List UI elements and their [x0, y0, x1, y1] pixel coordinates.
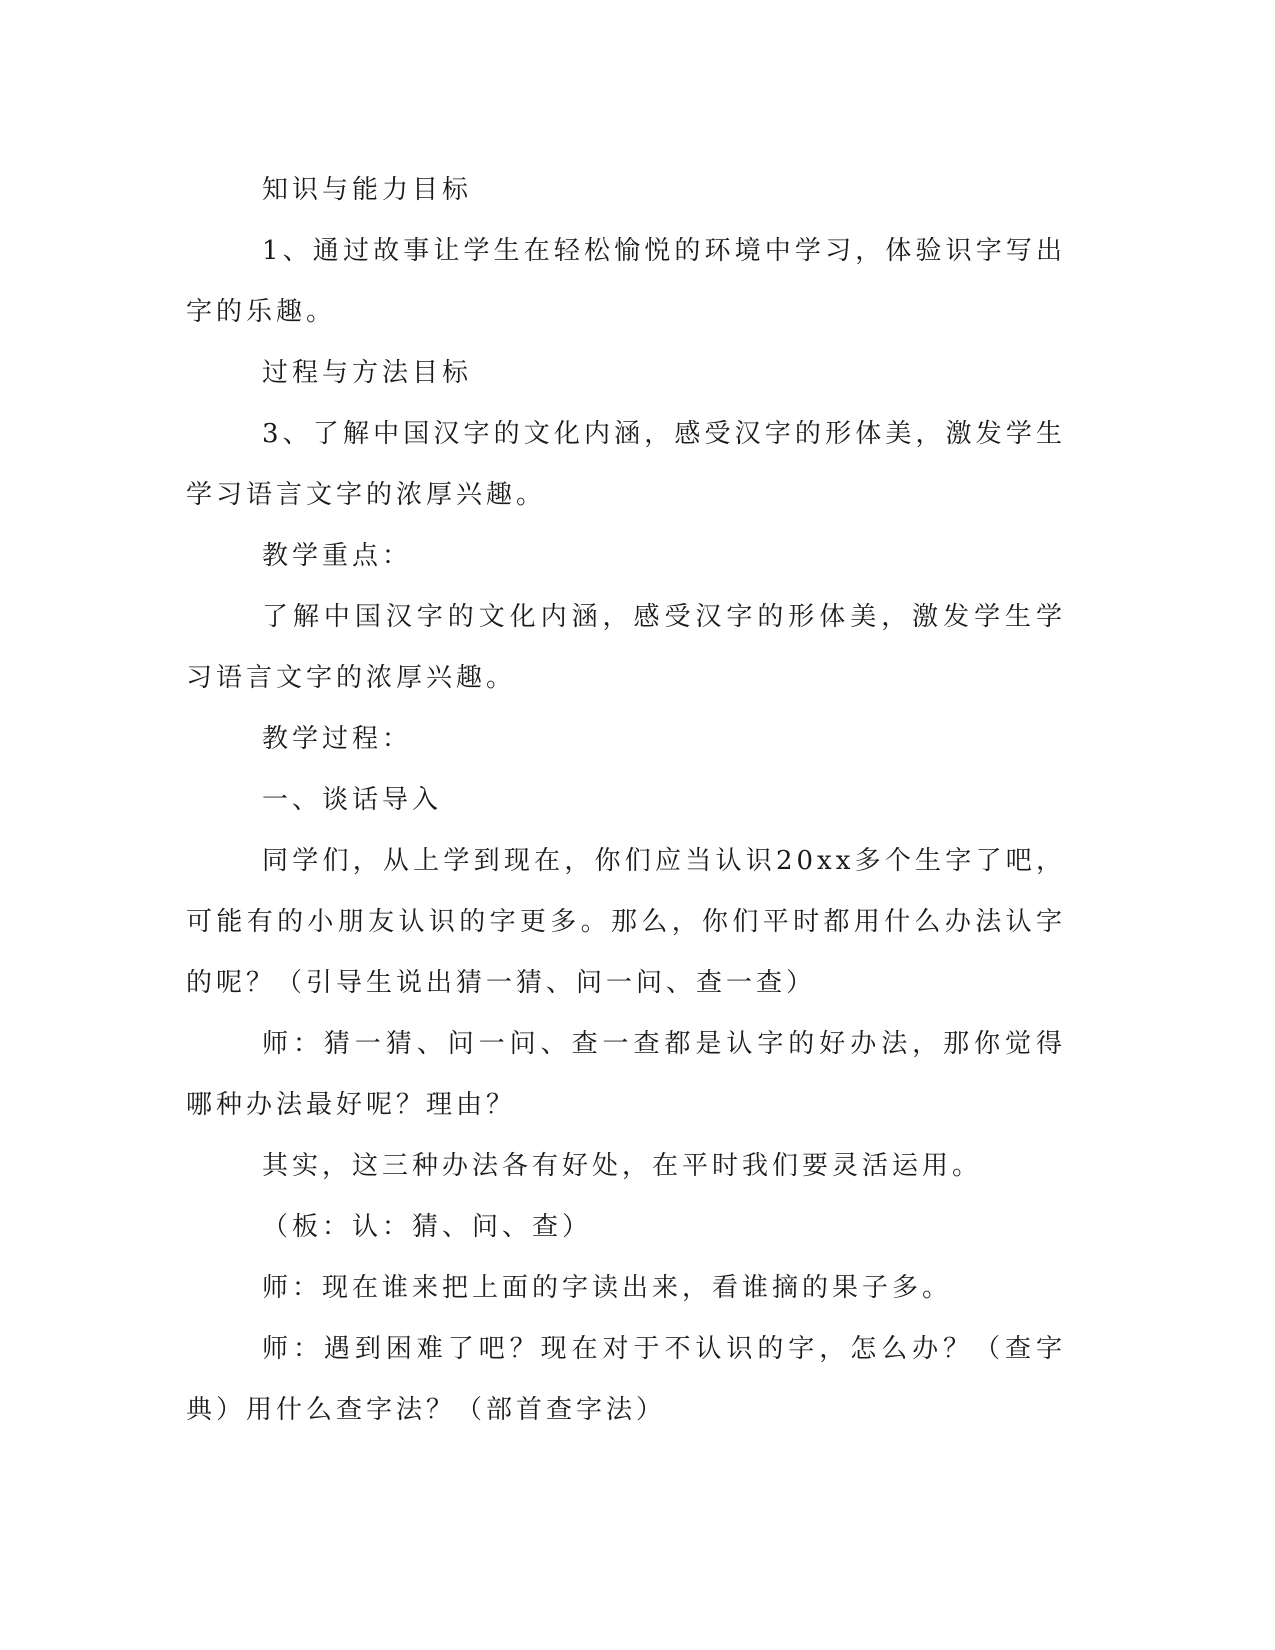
paragraph-teacher-dictionary: 师：遇到困难了吧？现在对于不认识的字，怎么办？（查字典）用什么查字法？（部首查字法） — [186, 1334, 1066, 1425]
paragraph-key-points: 了解中国汉字的文化内涵，感受汉字的形体美，激发学生学习语言文字的浓厚兴趣。 — [186, 602, 1066, 693]
paragraph-teacher-read: 师：现在谁来把上面的字读出来，看谁摘的果子多。 — [262, 1273, 953, 1303]
document-body — [186, 160, 1066, 1441]
paragraph-teacher-methods: 师：猜一猜、问一问、查一查都是认字的好办法，那你觉得哪种办法最好呢？理由？ — [186, 1029, 1066, 1120]
section-heading-teaching-process: 教学过程： — [262, 724, 413, 754]
paragraph-goal-3: 3、了解中国汉字的文化内涵，感受汉字的形体美，激发学生学习语言文字的浓厚兴趣。 — [186, 419, 1066, 510]
paragraph-intro-question: 同学们，从上学到现在，你们应当认识20xx多个生字了吧，可能有的小朋友认识的字更多。那么，你们平时都用什么办法认字的呢？（引导生说出猜一猜、问一问、查一查） — [186, 846, 1066, 998]
section-heading-knowledge-goals: 知识与能力目标 — [262, 175, 473, 205]
paragraph-three-methods: 其实，这三种办法各有好处，在平时我们要灵活运用。 — [262, 1151, 983, 1181]
paragraph-goal-1: 1、通过故事让学生在轻松愉悦的环境中学习，体验识字写出字的乐趣。 — [186, 236, 1066, 327]
paragraph-board-note: （板：认：猜、问、查） — [262, 1212, 593, 1242]
section-heading-key-points: 教学重点： — [262, 541, 413, 571]
section-heading-process-goals: 过程与方法目标 — [262, 358, 473, 388]
section-heading-introduction: 一、谈话导入 — [262, 785, 443, 815]
